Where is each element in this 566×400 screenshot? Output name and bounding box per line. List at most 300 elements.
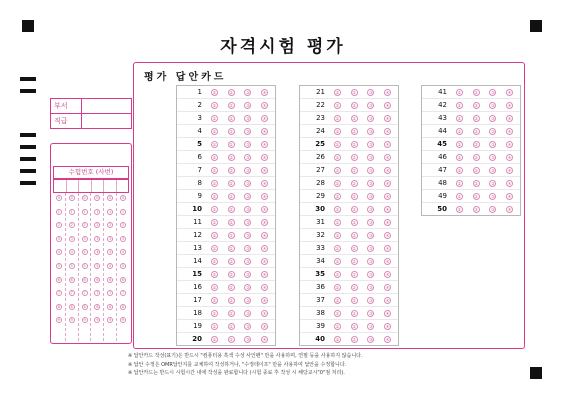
answer-options xyxy=(204,167,275,174)
answer-bubble[interactable]: ① xyxy=(457,180,462,186)
exam-number-box xyxy=(50,143,132,344)
answer-bubble[interactable]: ③ xyxy=(369,232,373,238)
answer-bubble[interactable]: ③ xyxy=(246,89,250,95)
answer-bubble[interactable]: ① xyxy=(212,180,217,186)
answer-bubble[interactable]: ④ xyxy=(507,154,512,160)
question-row xyxy=(177,203,275,216)
answer-bubble[interactable]: ① xyxy=(335,245,340,251)
answer-bubble[interactable]: ① xyxy=(212,89,217,95)
answer-bubble[interactable]: ③ xyxy=(491,141,495,147)
answer-bubble[interactable]: ③ xyxy=(369,154,373,160)
answer-bubble[interactable]: ① xyxy=(335,89,340,95)
answer-bubble[interactable]: ③ xyxy=(246,258,250,264)
answer-bubble[interactable]: ① xyxy=(335,141,340,147)
answer-bubble[interactable]: ④ xyxy=(385,336,390,342)
answer-bubble[interactable]: ④ xyxy=(262,193,267,199)
answer-bubble[interactable]: ② xyxy=(474,102,478,108)
question-row xyxy=(300,203,398,216)
answer-bubble[interactable]: ② xyxy=(352,167,356,173)
answer-bubble[interactable]: ③ xyxy=(491,115,495,121)
answer-bubble[interactable]: ② xyxy=(474,206,478,212)
answer-bubble[interactable]: ② xyxy=(474,193,478,199)
answer-bubble[interactable]: ③ xyxy=(246,232,250,238)
rank-field[interactable] xyxy=(82,114,131,128)
answer-bubble[interactable]: ① xyxy=(335,336,340,342)
digit-bubble[interactable]: 3 xyxy=(121,236,125,241)
digit-bubble[interactable]: 4 xyxy=(70,250,73,255)
answer-bubble[interactable]: ① xyxy=(212,128,217,134)
answer-bubble[interactable]: ② xyxy=(474,89,478,95)
question-number: 34 xyxy=(316,257,325,265)
answer-bubble[interactable]: ③ xyxy=(491,193,495,199)
question-row xyxy=(300,99,398,112)
answer-bubble[interactable]: ④ xyxy=(262,232,267,238)
answer-bubble[interactable]: ③ xyxy=(369,206,373,212)
question-row xyxy=(177,164,275,177)
answer-bubble[interactable]: ② xyxy=(229,89,233,95)
answer-bubble[interactable]: ③ xyxy=(491,89,495,95)
digit-bubble[interactable]: 6 xyxy=(96,277,99,282)
answer-bubble[interactable]: ③ xyxy=(246,115,250,121)
digit-bubble[interactable]: 5 xyxy=(109,263,112,268)
answer-bubble[interactable]: ① xyxy=(335,284,340,290)
answer-bubble[interactable]: ① xyxy=(212,154,217,160)
answer-bubble[interactable]: ③ xyxy=(369,245,373,251)
digit-bubble[interactable]: 3 xyxy=(96,236,99,241)
digit-bubble[interactable]: 9 xyxy=(70,318,73,323)
answer-bubble[interactable]: ③ xyxy=(246,219,250,225)
answer-bubble[interactable]: ② xyxy=(352,102,356,108)
digit-bubble[interactable]: 8 xyxy=(57,304,61,309)
digit-bubble[interactable]: 0 xyxy=(121,196,125,200)
answer-options xyxy=(327,193,398,200)
answer-bubble[interactable]: ③ xyxy=(369,271,373,277)
answer-bubble[interactable]: ③ xyxy=(369,258,373,264)
answer-bubble[interactable]: ③ xyxy=(246,323,250,329)
answer-bubble[interactable]: ④ xyxy=(385,258,390,264)
question-number: 18 xyxy=(193,309,202,317)
answer-bubble[interactable]: ② xyxy=(229,323,233,329)
answer-bubble[interactable]: ② xyxy=(352,154,356,160)
answer-bubble[interactable]: ③ xyxy=(369,193,373,199)
digit-bubble[interactable]: 5 xyxy=(70,263,73,268)
answer-bubble[interactable]: ④ xyxy=(262,115,267,121)
answer-bubble[interactable]: ③ xyxy=(246,271,250,277)
answer-bubble[interactable]: ② xyxy=(229,258,233,264)
answer-bubble[interactable]: ④ xyxy=(262,323,267,329)
answer-bubble[interactable]: ① xyxy=(335,323,340,329)
answer-bubble[interactable]: ① xyxy=(335,154,340,160)
digit-bubble[interactable]: 5 xyxy=(57,263,61,268)
answer-bubble[interactable]: ③ xyxy=(369,310,373,316)
answer-bubble[interactable]: ④ xyxy=(507,89,512,95)
answer-bubble[interactable]: ② xyxy=(352,258,356,264)
answer-options xyxy=(449,154,520,161)
answer-bubble[interactable]: ③ xyxy=(246,336,250,342)
answer-bubble[interactable]: ③ xyxy=(369,297,373,303)
answer-bubble[interactable]: ② xyxy=(229,115,233,121)
answer-bubble[interactable]: ③ xyxy=(491,102,495,108)
digit-bubble[interactable]: 0 xyxy=(70,196,73,200)
answer-bubble[interactable]: ② xyxy=(474,128,478,134)
answer-bubble[interactable]: ④ xyxy=(385,219,390,225)
answer-bubble[interactable]: ③ xyxy=(246,284,250,290)
answer-bubble[interactable]: ② xyxy=(229,206,233,212)
answer-bubble[interactable]: ④ xyxy=(507,167,512,173)
answer-options xyxy=(327,89,398,96)
answer-column-2 xyxy=(299,85,399,346)
registration-mark-top-left xyxy=(22,20,34,32)
answer-bubble[interactable]: ④ xyxy=(385,284,390,290)
answer-bubble[interactable]: ④ xyxy=(385,245,390,251)
answer-bubble[interactable]: ② xyxy=(352,232,356,238)
answer-bubble[interactable]: ① xyxy=(335,128,340,134)
digit-bubble[interactable]: 7 xyxy=(70,291,73,296)
digit-bubble[interactable]: 9 xyxy=(109,318,112,323)
answer-options xyxy=(449,167,520,174)
answer-options xyxy=(327,232,398,239)
answer-bubble[interactable]: ④ xyxy=(385,154,390,160)
digit-bubble[interactable]: 2 xyxy=(70,223,73,228)
digit-bubble[interactable]: 8 xyxy=(109,304,112,309)
digit-bubble[interactable]: 0 xyxy=(83,196,86,200)
digit-bubble[interactable]: 8 xyxy=(96,304,99,309)
digit-bubble[interactable]: 4 xyxy=(83,250,86,255)
question-number: 21 xyxy=(316,88,325,96)
answer-bubble[interactable]: ④ xyxy=(385,128,390,134)
answer-bubble[interactable]: ① xyxy=(335,271,340,277)
answer-bubble[interactable]: ② xyxy=(474,180,478,186)
answer-bubble[interactable]: ② xyxy=(352,245,356,251)
digit-bubble[interactable]: 6 xyxy=(83,277,86,282)
answer-bubble[interactable]: ② xyxy=(352,128,356,134)
digit-bubble[interactable]: 6 xyxy=(109,277,112,282)
answer-bubble[interactable]: ④ xyxy=(385,167,390,173)
answer-bubble[interactable]: ③ xyxy=(246,297,250,303)
answer-bubble[interactable]: ① xyxy=(212,219,217,225)
answer-bubble[interactable]: ② xyxy=(352,336,356,342)
answer-bubble[interactable]: ④ xyxy=(385,141,390,147)
answer-bubble[interactable]: ② xyxy=(229,297,233,303)
answer-bubble[interactable]: ① xyxy=(212,232,217,238)
answer-bubble[interactable]: ① xyxy=(212,115,217,121)
answer-bubble[interactable]: ② xyxy=(352,141,356,147)
answer-bubble[interactable]: ④ xyxy=(262,258,267,264)
answer-bubble[interactable]: ② xyxy=(352,310,356,316)
exam-number-digit-column xyxy=(104,193,117,341)
answer-bubble[interactable]: ④ xyxy=(262,310,267,316)
answer-bubble[interactable]: ③ xyxy=(369,115,373,121)
answer-bubble[interactable]: ④ xyxy=(385,115,390,121)
answer-bubble[interactable]: ① xyxy=(335,102,340,108)
answer-bubble[interactable]: ④ xyxy=(385,102,390,108)
answer-bubble[interactable]: ① xyxy=(335,297,340,303)
answer-bubble[interactable]: ② xyxy=(352,297,356,303)
answer-bubble[interactable]: ④ xyxy=(385,193,390,199)
answer-bubble[interactable]: ④ xyxy=(262,271,267,277)
question-number: 1 xyxy=(197,88,202,96)
answer-bubble[interactable]: ① xyxy=(457,167,462,173)
digit-bubble[interactable]: 7 xyxy=(57,291,61,296)
answer-bubble[interactable]: ① xyxy=(457,154,462,160)
answer-bubble[interactable]: ③ xyxy=(369,323,373,329)
answer-bubble[interactable]: ② xyxy=(229,128,233,134)
answer-bubble[interactable]: ③ xyxy=(246,141,250,147)
answer-bubble[interactable]: ② xyxy=(352,193,356,199)
answer-bubble[interactable]: ③ xyxy=(369,128,373,134)
digit-bubble[interactable]: 6 xyxy=(121,277,125,282)
answer-bubble[interactable]: ② xyxy=(352,180,356,186)
timing-mark xyxy=(20,181,36,185)
answer-bubble[interactable]: ④ xyxy=(262,154,267,160)
answer-bubble[interactable]: ④ xyxy=(385,271,390,277)
digit-bubble[interactable]: 1 xyxy=(96,209,99,214)
answer-bubble[interactable]: ③ xyxy=(491,180,495,186)
answer-bubble[interactable]: ① xyxy=(457,89,462,95)
answer-bubble[interactable]: ③ xyxy=(246,128,250,134)
answer-bubble[interactable]: ④ xyxy=(262,180,267,186)
question-row xyxy=(300,190,398,203)
answer-bubble[interactable]: ① xyxy=(335,219,340,225)
answer-bubble[interactable]: ① xyxy=(212,310,217,316)
answer-options xyxy=(449,141,520,148)
answer-bubble[interactable]: ③ xyxy=(491,167,495,173)
digit-bubble[interactable]: 2 xyxy=(96,223,99,228)
question-row xyxy=(422,125,520,138)
digit-bubble[interactable]: 8 xyxy=(83,304,86,309)
answer-bubble[interactable]: ③ xyxy=(246,102,250,108)
answer-bubble[interactable]: ④ xyxy=(262,336,267,342)
digit-bubble[interactable]: 9 xyxy=(57,318,61,323)
answer-bubble[interactable]: ② xyxy=(229,193,233,199)
digit-bubble[interactable]: 2 xyxy=(109,223,112,228)
answer-options xyxy=(204,336,275,343)
answer-bubble[interactable]: ④ xyxy=(262,89,267,95)
answer-bubble[interactable]: ③ xyxy=(491,128,495,134)
answer-bubble[interactable]: ④ xyxy=(262,297,267,303)
digit-bubble[interactable]: 6 xyxy=(70,277,73,282)
answer-bubble[interactable]: ② xyxy=(352,323,356,329)
digit-bubble[interactable]: 5 xyxy=(121,263,125,268)
answer-bubble[interactable]: ④ xyxy=(507,128,512,134)
answer-bubble[interactable]: ② xyxy=(229,284,233,290)
answer-bubble[interactable]: ③ xyxy=(246,310,250,316)
question-row xyxy=(422,164,520,177)
answer-bubble[interactable]: ② xyxy=(229,102,233,108)
answer-bubble[interactable]: ③ xyxy=(491,206,495,212)
answer-bubble[interactable]: ② xyxy=(474,141,478,147)
digit-bubble[interactable]: 0 xyxy=(109,196,112,200)
answer-bubble[interactable]: ① xyxy=(335,310,340,316)
answer-bubble[interactable]: ③ xyxy=(369,89,373,95)
answer-bubble[interactable]: ④ xyxy=(262,141,267,147)
digit-bubble[interactable]: 5 xyxy=(83,263,86,268)
answer-bubble[interactable]: ② xyxy=(352,219,356,225)
answer-options xyxy=(204,128,275,135)
answer-bubble[interactable]: ② xyxy=(352,89,356,95)
answer-bubble[interactable]: ② xyxy=(229,245,233,251)
digit-bubble[interactable]: 4 xyxy=(96,250,99,255)
digit-bubble[interactable]: 7 xyxy=(83,291,86,296)
answer-bubble[interactable]: ① xyxy=(335,206,340,212)
answer-bubble[interactable]: ① xyxy=(457,206,462,212)
answer-bubble[interactable]: ③ xyxy=(246,206,250,212)
digit-bubble[interactable]: 4 xyxy=(109,250,112,255)
answer-bubble[interactable]: ④ xyxy=(262,245,267,251)
answer-bubble[interactable]: ④ xyxy=(262,284,267,290)
answer-bubble[interactable]: ④ xyxy=(507,193,512,199)
digit-bubble[interactable]: 2 xyxy=(57,223,61,228)
digit-bubble[interactable]: 5 xyxy=(96,263,99,268)
question-row xyxy=(300,112,398,125)
answer-bubble[interactable]: ① xyxy=(212,336,217,342)
answer-bubble[interactable]: ④ xyxy=(262,219,267,225)
answer-bubble[interactable]: ① xyxy=(335,258,340,264)
digit-bubble[interactable]: 8 xyxy=(121,304,125,309)
answer-options xyxy=(204,193,275,200)
question-number: 50 xyxy=(437,205,447,213)
answer-bubble[interactable]: ④ xyxy=(262,167,267,173)
answer-bubble[interactable]: ④ xyxy=(507,206,512,212)
answer-bubble[interactable]: ② xyxy=(229,180,233,186)
answer-bubble[interactable]: ④ xyxy=(262,102,267,108)
answer-bubble[interactable]: ① xyxy=(335,193,340,199)
digit-bubble[interactable]: 7 xyxy=(96,291,99,296)
answer-bubble[interactable]: ① xyxy=(457,141,462,147)
digit-bubble[interactable]: 2 xyxy=(121,223,125,228)
answer-bubble[interactable]: ④ xyxy=(385,232,390,238)
digit-bubble[interactable]: 3 xyxy=(57,236,61,241)
digit-bubble[interactable]: 1 xyxy=(83,209,86,214)
answer-bubble[interactable]: ① xyxy=(457,115,462,121)
answer-bubble[interactable]: ④ xyxy=(385,323,390,329)
answer-bubble[interactable]: ④ xyxy=(507,180,512,186)
answer-bubble[interactable]: ① xyxy=(212,271,217,277)
info-box xyxy=(50,98,132,129)
digit-bubble[interactable]: 7 xyxy=(109,291,112,296)
answer-bubble[interactable]: ① xyxy=(212,141,217,147)
digit-bubble[interactable]: 1 xyxy=(109,209,112,214)
answer-bubble[interactable]: ② xyxy=(352,115,356,121)
answer-bubble[interactable]: ④ xyxy=(385,89,390,95)
answer-bubble[interactable]: ② xyxy=(229,219,233,225)
answer-bubble[interactable]: ③ xyxy=(246,167,250,173)
exam-number-write-in[interactable] xyxy=(53,179,129,193)
answer-bubble[interactable]: ① xyxy=(212,102,217,108)
answer-bubble[interactable]: ② xyxy=(229,167,233,173)
answer-bubble[interactable]: ④ xyxy=(507,141,512,147)
answer-bubble[interactable]: ① xyxy=(212,193,217,199)
answer-bubble[interactable]: ① xyxy=(335,232,340,238)
digit-bubble[interactable]: 7 xyxy=(121,291,125,296)
question-number: 2 xyxy=(197,101,202,109)
question-number: 20 xyxy=(192,335,202,343)
digit-bubble[interactable]: 3 xyxy=(70,236,73,241)
answer-bubble[interactable]: ② xyxy=(229,141,233,147)
digit-bubble[interactable]: 1 xyxy=(70,209,73,214)
digit-bubble[interactable]: 0 xyxy=(96,196,99,200)
answer-bubble[interactable]: ① xyxy=(335,115,340,121)
question-number: 22 xyxy=(316,101,325,109)
answer-bubble[interactable]: ④ xyxy=(385,310,390,316)
answer-bubble[interactable]: ③ xyxy=(369,167,373,173)
digit-bubble[interactable]: 9 xyxy=(96,318,99,323)
answer-bubble[interactable]: ① xyxy=(335,167,340,173)
answer-bubble[interactable]: ① xyxy=(457,193,462,199)
answer-bubble[interactable]: ② xyxy=(229,336,233,342)
answer-bubble[interactable]: ④ xyxy=(385,297,390,303)
answer-bubble[interactable]: ③ xyxy=(369,180,373,186)
department-field[interactable] xyxy=(82,99,131,113)
answer-bubble[interactable]: ② xyxy=(352,206,356,212)
digit-bubble[interactable]: 9 xyxy=(121,318,125,323)
answer-bubble[interactable]: ① xyxy=(212,297,217,303)
answer-bubble[interactable]: ① xyxy=(212,258,217,264)
answer-bubble[interactable]: ③ xyxy=(246,154,250,160)
answer-bubble[interactable]: ① xyxy=(212,323,217,329)
digit-bubble[interactable]: 1 xyxy=(121,209,125,214)
answer-bubble[interactable]: ③ xyxy=(491,154,495,160)
answer-bubble[interactable]: ③ xyxy=(246,193,250,199)
answer-bubble[interactable]: ② xyxy=(229,154,233,160)
digit-bubble[interactable]: 0 xyxy=(57,196,61,200)
answer-bubble[interactable]: ① xyxy=(212,167,217,173)
answer-bubble[interactable]: ③ xyxy=(369,336,373,342)
answer-bubble[interactable]: ③ xyxy=(369,141,373,147)
answer-bubble[interactable]: ③ xyxy=(369,219,373,225)
answer-bubble[interactable]: ② xyxy=(352,284,356,290)
answer-options xyxy=(204,297,275,304)
question-row xyxy=(177,99,275,112)
answer-bubble[interactable]: ① xyxy=(335,180,340,186)
answer-bubble[interactable]: ② xyxy=(229,232,233,238)
digit-bubble[interactable]: 8 xyxy=(70,304,73,309)
digit-bubble[interactable]: 6 xyxy=(57,277,61,282)
answer-bubble[interactable]: ① xyxy=(457,102,462,108)
answer-bubble[interactable]: ② xyxy=(474,115,478,121)
digit-bubble[interactable]: 9 xyxy=(83,318,86,323)
answer-bubble[interactable]: ③ xyxy=(369,284,373,290)
answer-bubble[interactable]: ② xyxy=(229,310,233,316)
answer-bubble[interactable]: ② xyxy=(229,271,233,277)
answer-bubble[interactable]: ① xyxy=(212,206,217,212)
answer-bubble[interactable]: ④ xyxy=(385,180,390,186)
answer-bubble[interactable]: ④ xyxy=(507,115,512,121)
digit-bubble[interactable]: 3 xyxy=(83,236,86,241)
answer-bubble[interactable]: ④ xyxy=(385,206,390,212)
digit-bubble[interactable]: 4 xyxy=(121,250,125,255)
digit-bubble[interactable]: 1 xyxy=(57,209,61,214)
answer-bubble[interactable]: ② xyxy=(474,154,478,160)
answer-bubble[interactable]: ① xyxy=(212,284,217,290)
answer-options xyxy=(204,245,275,252)
digit-bubble[interactable]: 4 xyxy=(57,250,61,255)
digit-bubble[interactable]: 3 xyxy=(109,236,112,241)
answer-bubble[interactable]: ④ xyxy=(507,102,512,108)
answer-bubble[interactable]: ③ xyxy=(246,180,250,186)
question-row xyxy=(422,138,520,151)
answer-bubble[interactable]: ③ xyxy=(369,102,373,108)
answer-bubble[interactable]: ④ xyxy=(262,206,267,212)
answer-bubble[interactable]: ④ xyxy=(262,128,267,134)
answer-bubble[interactable]: ② xyxy=(352,271,356,277)
answer-bubble[interactable]: ② xyxy=(474,167,478,173)
answer-bubble[interactable]: ① xyxy=(212,245,217,251)
digit-bubble[interactable]: 2 xyxy=(83,223,86,228)
answer-bubble[interactable]: ① xyxy=(457,128,462,134)
answer-bubble[interactable]: ③ xyxy=(246,245,250,251)
answer-options xyxy=(204,154,275,161)
